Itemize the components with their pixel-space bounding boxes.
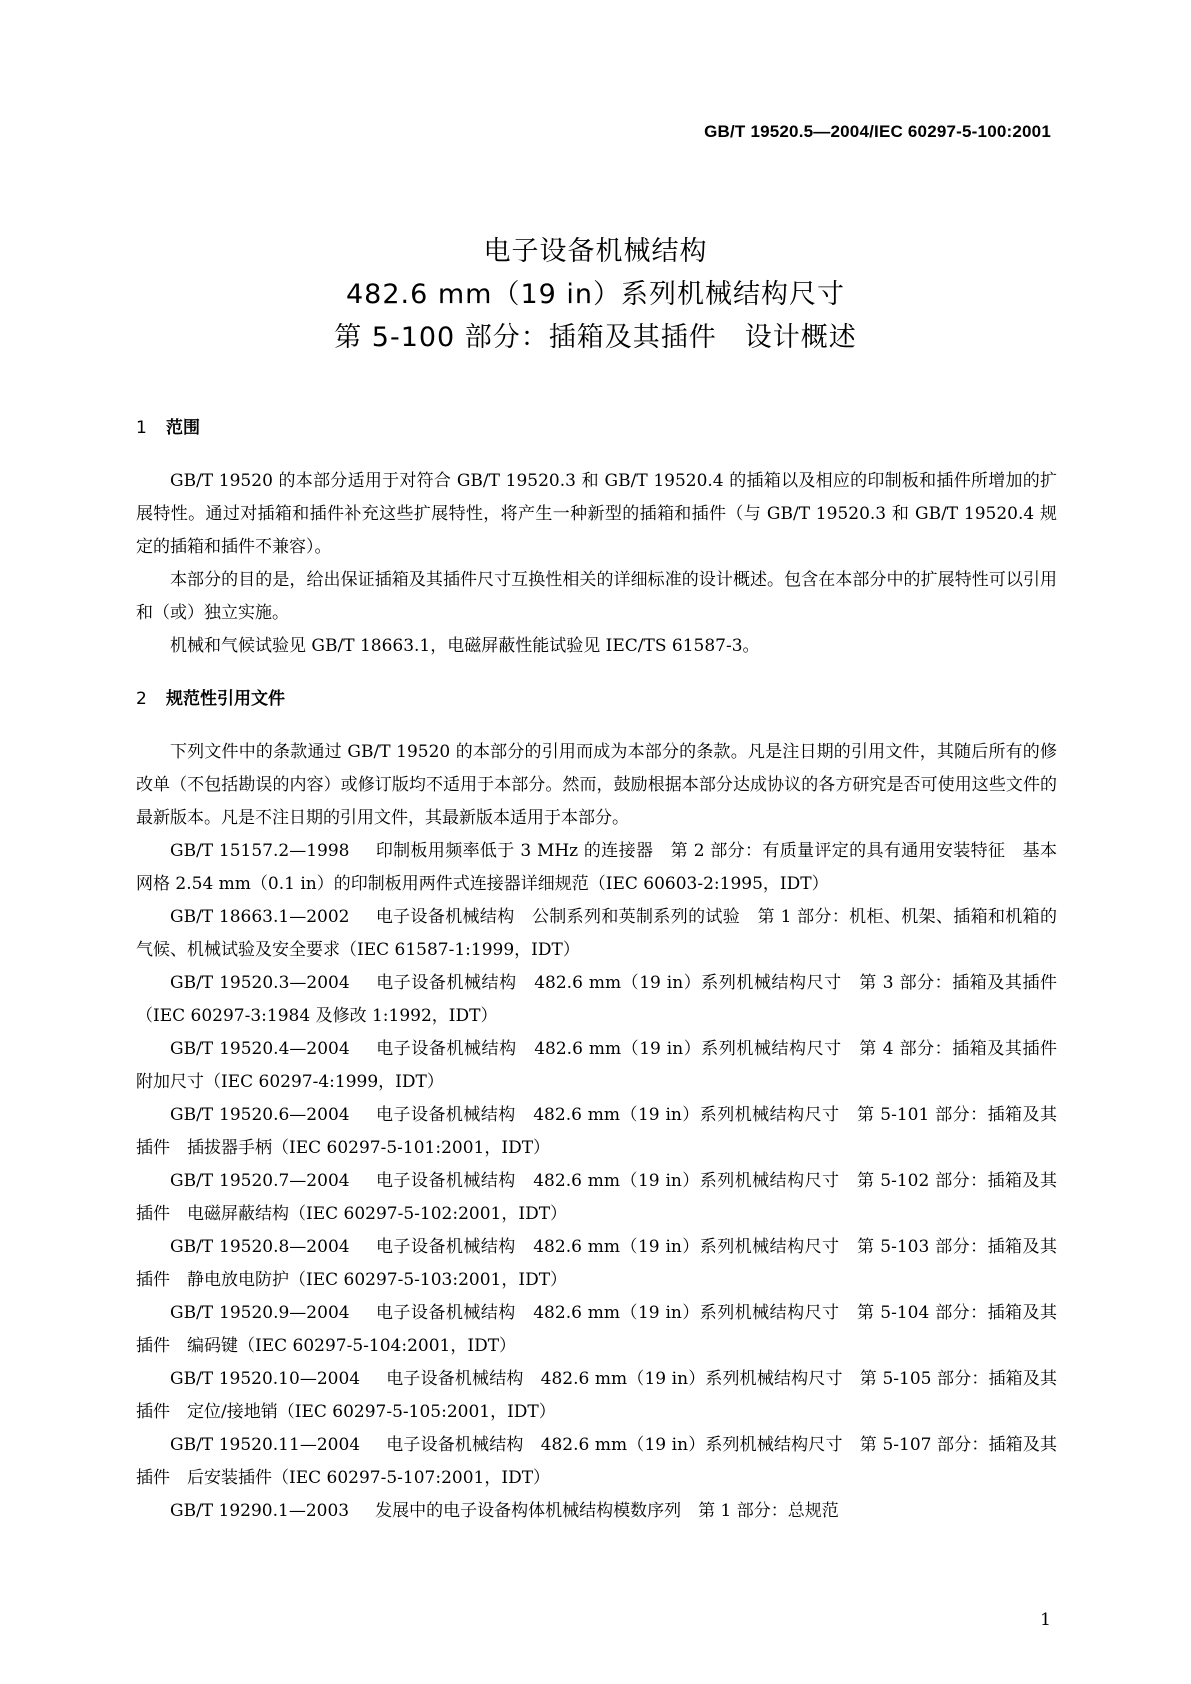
reference-item — [136, 1165, 1057, 1231]
reference-code: GB/T 18663.1—2002 — [170, 907, 350, 927]
reference-title: 发展中的电子设备构体机械结构模数序列 第 1 部分：总规范 — [375, 1501, 839, 1521]
section-number: 2 — [136, 689, 147, 709]
section-title: 规范性引用文件 — [166, 689, 285, 709]
page-number: 1 — [1040, 1610, 1051, 1630]
reference-item — [136, 1033, 1075, 1099]
reference-code: GB/T 15157.2—1998 — [170, 841, 350, 861]
section-heading-normative-refs — [136, 683, 1057, 716]
normative-refs-intro: 下列文件中的条款通过 GB/T 19520 的本部分的引用而成为本部分的条款。凡是注日期的引用文件，其随后所有的修改单（不包括勘误的内容）或修订版均不适用于本部分。然而，鼓励根据本部分达成协议的各方研究是否可使用这些文件的最新版本。凡是不注日期的引用文件，其最新版本适用于本部分。 — [136, 742, 1057, 828]
reference-title: 电子设备机械结构 482.6 mm（19 in）系列机械结构尺寸 第 5-102 部分：插箱及其插件 电磁屏蔽结构（IEC 60297-5-102:2001，IDT） — [136, 1171, 1057, 1224]
reference-code: GB/T 19520.9—2004 — [170, 1303, 350, 1323]
reference-item — [136, 1429, 1057, 1495]
reference-code: GB/T 19520.8—2004 — [170, 1237, 350, 1257]
reference-title: 电子设备机械结构 公制系列和英制系列的试验 第 1 部分：机柜、机架、插箱和机箱的气候、机械试验及安全要求（IEC 61587-1:1999，IDT） — [136, 907, 1058, 960]
reference-title: 电子设备机械结构 482.6 mm（19 in）系列机械结构尺寸 第 4 部分：插箱及其插件 附加尺寸（IEC 60297-4:1999，IDT） — [136, 1039, 1075, 1092]
scope-paragraph: GB/T 19520 的本部分适用于对符合 GB/T 19520.3 和 GB/T 19520.4 的插箱以及相应的印制板和插件所增加的扩展特性。通过对插箱和插件补充这些扩展特性，将产生一种新型的插箱和插件（与 GB/T 19520.3 和 GB/T 19520.4 规定的插箱和插件不兼容）。 — [136, 471, 1057, 557]
reference-item — [136, 1297, 1057, 1363]
reference-item — [136, 1363, 1057, 1429]
scope-paragraph: 机械和气候试验见 GB/T 18663.1，电磁屏蔽性能试验见 IEC/TS 61587-3。 — [170, 636, 760, 656]
reference-title: 电子设备机械结构 482.6 mm（19 in）系列机械结构尺寸 第 5-103 部分：插箱及其插件 静电放电防护（IEC 60297-5-103:2001，IDT） — [136, 1237, 1057, 1290]
title-line-2: 482.6 mm（19 in）系列机械结构尺寸 — [345, 279, 846, 310]
reference-title: 电子设备机械结构 482.6 mm（19 in）系列机械结构尺寸 第 5-105 部分：插箱及其插件 定位/接地销（IEC 60297-5-105:2001，IDT） — [136, 1369, 1057, 1422]
reference-code: GB/T 19520.3—2004 — [170, 973, 350, 993]
reference-title: 印制板用频率低于 3 MHz 的连接器 第 2 部分：有质量评定的具有通用安装特征 基本网格 2.54 mm（0.1 in）的印制板用两件式连接器详细规范（IEC 60603-2:1995，IDT） — [136, 841, 1058, 894]
reference-item — [136, 835, 1057, 901]
title-line-3: 第 5-100 部分：插箱及其插件 设计概述 — [334, 322, 857, 353]
reference-title: 电子设备机械结构 482.6 mm（19 in）系列机械结构尺寸 第 3 部分：插箱及其插件（IEC 60297-3:1984 及修改 1:1992，IDT） — [136, 973, 1058, 1026]
section-heading-scope — [136, 412, 1057, 445]
reference-code: GB/T 19520.11—2004 — [170, 1435, 361, 1455]
reference-code: GB/T 19520.4—2004 — [170, 1039, 350, 1059]
title-line-1: 电子设备机械结构 — [483, 236, 708, 267]
reference-title: 电子设备机械结构 482.6 mm（19 in）系列机械结构尺寸 第 5-104 部分：插箱及其插件 编码键（IEC 60297-5-104:2001，IDT） — [136, 1303, 1057, 1356]
reference-code: GB/T 19520.6—2004 — [170, 1105, 350, 1125]
section-number: 1 — [136, 418, 147, 438]
reference-code: GB/T 19290.1—2003 — [170, 1501, 350, 1521]
section-title: 范围 — [166, 418, 200, 438]
scope-paragraph: 本部分的目的是，给出保证插箱及其插件尺寸互换性相关的详细标准的设计概述。包含在本部分中的扩展特性可以引用和（或）独立实施。 — [136, 570, 1057, 623]
document-body — [136, 412, 1075, 1528]
reference-item — [136, 1099, 1057, 1165]
reference-list — [136, 835, 1075, 1528]
reference-title: 电子设备机械结构 482.6 mm（19 in）系列机械结构尺寸 第 5-101 部分：插箱及其插件 插拔器手柄（IEC 60297-5-101:2001，IDT） — [136, 1105, 1057, 1158]
reference-code: GB/T 19520.7—2004 — [170, 1171, 350, 1191]
reference-item — [136, 1231, 1057, 1297]
reference-title: 电子设备机械结构 482.6 mm（19 in）系列机械结构尺寸 第 5-107 部分：插箱及其插件 后安装插件（IEC 60297-5-107:2001，IDT） — [136, 1435, 1057, 1488]
reference-code: GB/T 19520.10—2004 — [170, 1369, 361, 1389]
reference-item — [136, 967, 1057, 1033]
reference-item — [136, 901, 1057, 967]
document-title — [0, 230, 1191, 359]
standard-code-header: GB/T 19520.5—2004/IEC 60297-5-100:2001 — [704, 122, 1051, 141]
reference-item — [136, 1495, 1057, 1528]
